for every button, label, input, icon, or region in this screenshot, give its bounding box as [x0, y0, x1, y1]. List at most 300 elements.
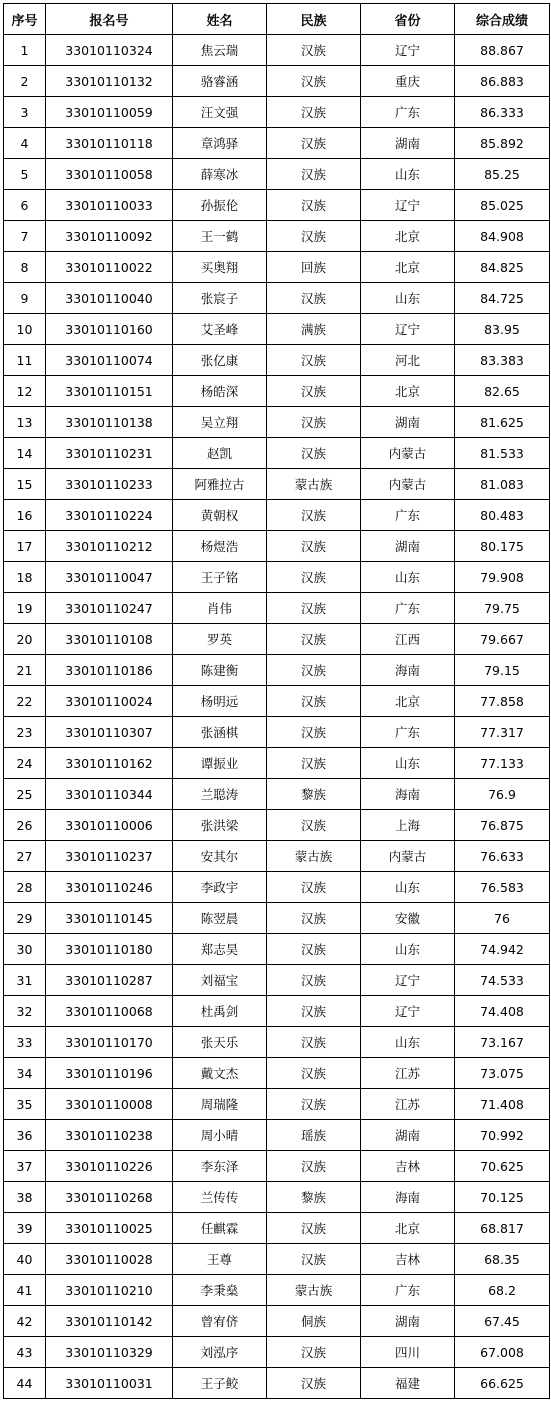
cell-name: 李政宇: [173, 872, 267, 903]
cell-registration-number: 33010110025: [46, 1213, 173, 1244]
cell-ethnicity: 汉族: [267, 438, 361, 469]
cell-registration-number: 33010110329: [46, 1337, 173, 1368]
cell-seq: 37: [4, 1151, 46, 1182]
cell-score: 80.175: [455, 531, 550, 562]
cell-score: 73.167: [455, 1027, 550, 1058]
results-table-container: [3, 3, 549, 1399]
cell-registration-number: 33010110324: [46, 35, 173, 66]
cell-seq: 33: [4, 1027, 46, 1058]
cell-ethnicity: 汉族: [267, 903, 361, 934]
cell-ethnicity: 汉族: [267, 996, 361, 1027]
cell-seq: 7: [4, 221, 46, 252]
cell-registration-number: 33010110108: [46, 624, 173, 655]
cell-province: 北京: [361, 376, 455, 407]
cell-registration-number: 33010110059: [46, 97, 173, 128]
table-row: [4, 965, 550, 996]
cell-province: 四川: [361, 1337, 455, 1368]
cell-seq: 18: [4, 562, 46, 593]
cell-ethnicity: 汉族: [267, 221, 361, 252]
cell-registration-number: 33010110074: [46, 345, 173, 376]
table-row: [4, 438, 550, 469]
cell-ethnicity: 汉族: [267, 66, 361, 97]
table-row: [4, 531, 550, 562]
cell-province: 广东: [361, 717, 455, 748]
table-row: [4, 686, 550, 717]
cell-registration-number: 33010110237: [46, 841, 173, 872]
cell-seq: 27: [4, 841, 46, 872]
cell-province: 湖南: [361, 407, 455, 438]
cell-province: 山东: [361, 159, 455, 190]
header-ethnicity: 民族: [267, 4, 361, 35]
table-row: [4, 1120, 550, 1151]
cell-name: 赵凯: [173, 438, 267, 469]
cell-score: 76: [455, 903, 550, 934]
cell-name: 肖伟: [173, 593, 267, 624]
cell-ethnicity: 汉族: [267, 1058, 361, 1089]
cell-score: 74.408: [455, 996, 550, 1027]
cell-seq: 1: [4, 35, 46, 66]
table-row: [4, 1213, 550, 1244]
cell-score: 83.383: [455, 345, 550, 376]
table-row: [4, 779, 550, 810]
cell-name: 阿雅拉古: [173, 469, 267, 500]
cell-province: 吉林: [361, 1151, 455, 1182]
table-row: [4, 1058, 550, 1089]
cell-score: 84.725: [455, 283, 550, 314]
table-row: [4, 66, 550, 97]
table-row: [4, 1337, 550, 1368]
cell-seq: 38: [4, 1182, 46, 1213]
table-row: [4, 1368, 550, 1399]
cell-registration-number: 33010110287: [46, 965, 173, 996]
cell-seq: 29: [4, 903, 46, 934]
cell-score: 77.133: [455, 748, 550, 779]
cell-seq: 43: [4, 1337, 46, 1368]
cell-registration-number: 33010110162: [46, 748, 173, 779]
cell-province: 山东: [361, 748, 455, 779]
cell-registration-number: 33010110170: [46, 1027, 173, 1058]
cell-province: 湖南: [361, 531, 455, 562]
cell-ethnicity: 汉族: [267, 159, 361, 190]
cell-registration-number: 33010110196: [46, 1058, 173, 1089]
cell-seq: 31: [4, 965, 46, 996]
cell-score: 70.125: [455, 1182, 550, 1213]
cell-province: 北京: [361, 252, 455, 283]
table-row: [4, 748, 550, 779]
cell-score: 76.583: [455, 872, 550, 903]
cell-province: 广东: [361, 500, 455, 531]
cell-name: 兰传传: [173, 1182, 267, 1213]
cell-seq: 26: [4, 810, 46, 841]
cell-ethnicity: 瑶族: [267, 1120, 361, 1151]
cell-seq: 23: [4, 717, 46, 748]
cell-ethnicity: 汉族: [267, 531, 361, 562]
cell-province: 安徽: [361, 903, 455, 934]
header-province: 省份: [361, 4, 455, 35]
cell-province: 湖南: [361, 128, 455, 159]
table-row: [4, 500, 550, 531]
table-row: [4, 252, 550, 283]
cell-ethnicity: 汉族: [267, 624, 361, 655]
cell-ethnicity: 满族: [267, 314, 361, 345]
table-row: [4, 717, 550, 748]
table-row: [4, 128, 550, 159]
cell-ethnicity: 汉族: [267, 686, 361, 717]
cell-province: 河北: [361, 345, 455, 376]
cell-score: 67.008: [455, 1337, 550, 1368]
cell-ethnicity: 汉族: [267, 717, 361, 748]
table-row: [4, 1306, 550, 1337]
cell-seq: 34: [4, 1058, 46, 1089]
cell-name: 王子铭: [173, 562, 267, 593]
cell-score: 74.533: [455, 965, 550, 996]
table-row: [4, 1275, 550, 1306]
cell-name: 张宸子: [173, 283, 267, 314]
cell-seq: 9: [4, 283, 46, 314]
cell-name: 焦云瑞: [173, 35, 267, 66]
cell-registration-number: 33010110068: [46, 996, 173, 1027]
cell-seq: 3: [4, 97, 46, 128]
cell-name: 李东泽: [173, 1151, 267, 1182]
cell-score: 81.625: [455, 407, 550, 438]
cell-seq: 25: [4, 779, 46, 810]
table-row: [4, 624, 550, 655]
cell-name: 王一鹤: [173, 221, 267, 252]
cell-seq: 2: [4, 66, 46, 97]
cell-registration-number: 33010110006: [46, 810, 173, 841]
cell-registration-number: 33010110118: [46, 128, 173, 159]
cell-registration-number: 33010110160: [46, 314, 173, 345]
cell-name: 李秉燊: [173, 1275, 267, 1306]
cell-name: 张天乐: [173, 1027, 267, 1058]
cell-seq: 32: [4, 996, 46, 1027]
cell-score: 79.908: [455, 562, 550, 593]
table-row: [4, 655, 550, 686]
cell-seq: 40: [4, 1244, 46, 1275]
cell-score: 67.45: [455, 1306, 550, 1337]
cell-registration-number: 33010110268: [46, 1182, 173, 1213]
cell-seq: 19: [4, 593, 46, 624]
cell-ethnicity: 汉族: [267, 1151, 361, 1182]
cell-province: 上海: [361, 810, 455, 841]
table-row: [4, 810, 550, 841]
table-row: [4, 376, 550, 407]
cell-seq: 16: [4, 500, 46, 531]
cell-name: 戴文杰: [173, 1058, 267, 1089]
cell-name: 杨皓深: [173, 376, 267, 407]
cell-province: 广东: [361, 1275, 455, 1306]
cell-name: 罗英: [173, 624, 267, 655]
cell-name: 买奥翔: [173, 252, 267, 283]
cell-name: 周小晴: [173, 1120, 267, 1151]
cell-ethnicity: 蒙古族: [267, 1275, 361, 1306]
cell-score: 66.625: [455, 1368, 550, 1399]
cell-province: 北京: [361, 1213, 455, 1244]
cell-registration-number: 33010110031: [46, 1368, 173, 1399]
cell-ethnicity: 汉族: [267, 1027, 361, 1058]
cell-province: 海南: [361, 779, 455, 810]
cell-ethnicity: 汉族: [267, 1368, 361, 1399]
cell-province: 辽宁: [361, 965, 455, 996]
cell-province: 辽宁: [361, 35, 455, 66]
cell-ethnicity: 汉族: [267, 1244, 361, 1275]
table-body: [4, 35, 550, 1399]
cell-score: 85.025: [455, 190, 550, 221]
cell-province: 内蒙古: [361, 469, 455, 500]
cell-province: 吉林: [361, 1244, 455, 1275]
header-score: 综合成绩: [455, 4, 550, 35]
cell-province: 内蒙古: [361, 438, 455, 469]
cell-name: 吴立翔: [173, 407, 267, 438]
cell-ethnicity: 汉族: [267, 965, 361, 996]
cell-registration-number: 33010110033: [46, 190, 173, 221]
cell-registration-number: 33010110180: [46, 934, 173, 965]
cell-score: 70.625: [455, 1151, 550, 1182]
cell-score: 70.992: [455, 1120, 550, 1151]
cell-seq: 35: [4, 1089, 46, 1120]
cell-name: 任麒霖: [173, 1213, 267, 1244]
cell-province: 山东: [361, 872, 455, 903]
cell-registration-number: 33010110233: [46, 469, 173, 500]
cell-name: 杨明远: [173, 686, 267, 717]
cell-name: 刘福宝: [173, 965, 267, 996]
cell-name: 王子鲛: [173, 1368, 267, 1399]
cell-name: 王尊: [173, 1244, 267, 1275]
header-registration-number: 报名号: [46, 4, 173, 35]
cell-score: 74.942: [455, 934, 550, 965]
cell-registration-number: 33010110040: [46, 283, 173, 314]
cell-registration-number: 33010110145: [46, 903, 173, 934]
table-row: [4, 903, 550, 934]
cell-seq: 20: [4, 624, 46, 655]
cell-registration-number: 33010110224: [46, 500, 173, 531]
table-row: [4, 1151, 550, 1182]
cell-province: 重庆: [361, 66, 455, 97]
cell-name: 兰聪涛: [173, 779, 267, 810]
cell-ethnicity: 汉族: [267, 872, 361, 903]
cell-province: 广东: [361, 593, 455, 624]
cell-province: 北京: [361, 686, 455, 717]
cell-score: 85.892: [455, 128, 550, 159]
header-seq: 序号: [4, 4, 46, 35]
cell-name: 曾宥侪: [173, 1306, 267, 1337]
cell-score: 71.408: [455, 1089, 550, 1120]
results-table: [3, 3, 550, 1399]
cell-registration-number: 33010110132: [46, 66, 173, 97]
cell-registration-number: 33010110226: [46, 1151, 173, 1182]
cell-name: 孙振伦: [173, 190, 267, 221]
cell-seq: 14: [4, 438, 46, 469]
cell-name: 张亿康: [173, 345, 267, 376]
cell-name: 周瑞隆: [173, 1089, 267, 1120]
cell-ethnicity: 蒙古族: [267, 841, 361, 872]
cell-registration-number: 33010110058: [46, 159, 173, 190]
cell-score: 82.65: [455, 376, 550, 407]
cell-name: 黄朝权: [173, 500, 267, 531]
cell-score: 76.9: [455, 779, 550, 810]
cell-seq: 17: [4, 531, 46, 562]
table-row: [4, 283, 550, 314]
cell-registration-number: 33010110092: [46, 221, 173, 252]
cell-seq: 4: [4, 128, 46, 159]
cell-name: 杨煜浩: [173, 531, 267, 562]
cell-name: 章鸿驿: [173, 128, 267, 159]
cell-name: 艾圣峰: [173, 314, 267, 345]
cell-score: 85.25: [455, 159, 550, 190]
cell-name: 安其尔: [173, 841, 267, 872]
cell-registration-number: 33010110028: [46, 1244, 173, 1275]
cell-ethnicity: 蒙古族: [267, 469, 361, 500]
cell-registration-number: 33010110047: [46, 562, 173, 593]
table-row: [4, 1244, 550, 1275]
cell-score: 86.883: [455, 66, 550, 97]
cell-score: 68.35: [455, 1244, 550, 1275]
cell-seq: 10: [4, 314, 46, 345]
cell-ethnicity: 汉族: [267, 128, 361, 159]
cell-seq: 41: [4, 1275, 46, 1306]
cell-registration-number: 33010110186: [46, 655, 173, 686]
cell-registration-number: 33010110247: [46, 593, 173, 624]
table-row: [4, 469, 550, 500]
cell-ethnicity: 汉族: [267, 407, 361, 438]
cell-ethnicity: 汉族: [267, 1337, 361, 1368]
cell-ethnicity: 汉族: [267, 345, 361, 376]
cell-ethnicity: 汉族: [267, 376, 361, 407]
cell-score: 77.317: [455, 717, 550, 748]
cell-province: 湖南: [361, 1306, 455, 1337]
cell-score: 79.15: [455, 655, 550, 686]
cell-registration-number: 33010110024: [46, 686, 173, 717]
cell-score: 79.75: [455, 593, 550, 624]
cell-ethnicity: 汉族: [267, 934, 361, 965]
cell-registration-number: 33010110212: [46, 531, 173, 562]
table-row: [4, 841, 550, 872]
cell-ethnicity: 汉族: [267, 283, 361, 314]
cell-name: 骆睿涵: [173, 66, 267, 97]
cell-province: 山东: [361, 1027, 455, 1058]
cell-score: 80.483: [455, 500, 550, 531]
cell-registration-number: 33010110231: [46, 438, 173, 469]
cell-province: 北京: [361, 221, 455, 252]
table-row: [4, 1182, 550, 1213]
cell-province: 海南: [361, 1182, 455, 1213]
cell-score: 79.667: [455, 624, 550, 655]
cell-name: 汪文强: [173, 97, 267, 128]
cell-registration-number: 33010110238: [46, 1120, 173, 1151]
cell-score: 77.858: [455, 686, 550, 717]
cell-name: 薛寒冰: [173, 159, 267, 190]
table-row: [4, 159, 550, 190]
cell-registration-number: 33010110344: [46, 779, 173, 810]
table-row: [4, 35, 550, 66]
cell-province: 辽宁: [361, 190, 455, 221]
cell-ethnicity: 汉族: [267, 1089, 361, 1120]
cell-ethnicity: 汉族: [267, 562, 361, 593]
cell-registration-number: 33010110307: [46, 717, 173, 748]
cell-seq: 12: [4, 376, 46, 407]
cell-ethnicity: 黎族: [267, 1182, 361, 1213]
table-row: [4, 1027, 550, 1058]
cell-seq: 39: [4, 1213, 46, 1244]
table-row: [4, 593, 550, 624]
cell-name: 张洪梁: [173, 810, 267, 841]
cell-registration-number: 33010110246: [46, 872, 173, 903]
table-row: [4, 562, 550, 593]
table-row: [4, 1089, 550, 1120]
cell-seq: 6: [4, 190, 46, 221]
cell-name: 张涵棋: [173, 717, 267, 748]
cell-score: 83.95: [455, 314, 550, 345]
cell-name: 郑志昊: [173, 934, 267, 965]
table-row: [4, 934, 550, 965]
table-row: [4, 314, 550, 345]
cell-registration-number: 33010110008: [46, 1089, 173, 1120]
cell-score: 73.075: [455, 1058, 550, 1089]
cell-seq: 22: [4, 686, 46, 717]
cell-name: 杜禹剑: [173, 996, 267, 1027]
cell-province: 山东: [361, 562, 455, 593]
cell-seq: 11: [4, 345, 46, 376]
cell-seq: 15: [4, 469, 46, 500]
cell-province: 广东: [361, 97, 455, 128]
cell-score: 81.083: [455, 469, 550, 500]
cell-score: 68.2: [455, 1275, 550, 1306]
table-row: [4, 97, 550, 128]
cell-province: 辽宁: [361, 996, 455, 1027]
cell-seq: 8: [4, 252, 46, 283]
cell-registration-number: 33010110151: [46, 376, 173, 407]
cell-registration-number: 33010110022: [46, 252, 173, 283]
cell-province: 江苏: [361, 1089, 455, 1120]
cell-province: 山东: [361, 934, 455, 965]
cell-province: 湖南: [361, 1120, 455, 1151]
cell-seq: 21: [4, 655, 46, 686]
cell-score: 84.908: [455, 221, 550, 252]
cell-seq: 5: [4, 159, 46, 190]
cell-registration-number: 33010110210: [46, 1275, 173, 1306]
cell-ethnicity: 汉族: [267, 655, 361, 686]
cell-province: 山东: [361, 283, 455, 314]
cell-ethnicity: 汉族: [267, 500, 361, 531]
cell-ethnicity: 汉族: [267, 190, 361, 221]
table-row: [4, 221, 550, 252]
table-row: [4, 872, 550, 903]
cell-seq: 13: [4, 407, 46, 438]
cell-ethnicity: 回族: [267, 252, 361, 283]
cell-registration-number: 33010110138: [46, 407, 173, 438]
table-row: [4, 407, 550, 438]
cell-seq: 44: [4, 1368, 46, 1399]
cell-seq: 24: [4, 748, 46, 779]
table-row: [4, 996, 550, 1027]
table-header-row: [4, 4, 550, 35]
cell-name: 谭振业: [173, 748, 267, 779]
cell-name: 陈建衡: [173, 655, 267, 686]
cell-ethnicity: 汉族: [267, 748, 361, 779]
cell-seq: 42: [4, 1306, 46, 1337]
cell-ethnicity: 侗族: [267, 1306, 361, 1337]
cell-ethnicity: 汉族: [267, 593, 361, 624]
cell-province: 江西: [361, 624, 455, 655]
cell-ethnicity: 汉族: [267, 97, 361, 128]
table-row: [4, 345, 550, 376]
cell-province: 福建: [361, 1368, 455, 1399]
cell-seq: 36: [4, 1120, 46, 1151]
cell-name: 陈翌晨: [173, 903, 267, 934]
cell-score: 81.533: [455, 438, 550, 469]
cell-province: 内蒙古: [361, 841, 455, 872]
cell-score: 84.825: [455, 252, 550, 283]
